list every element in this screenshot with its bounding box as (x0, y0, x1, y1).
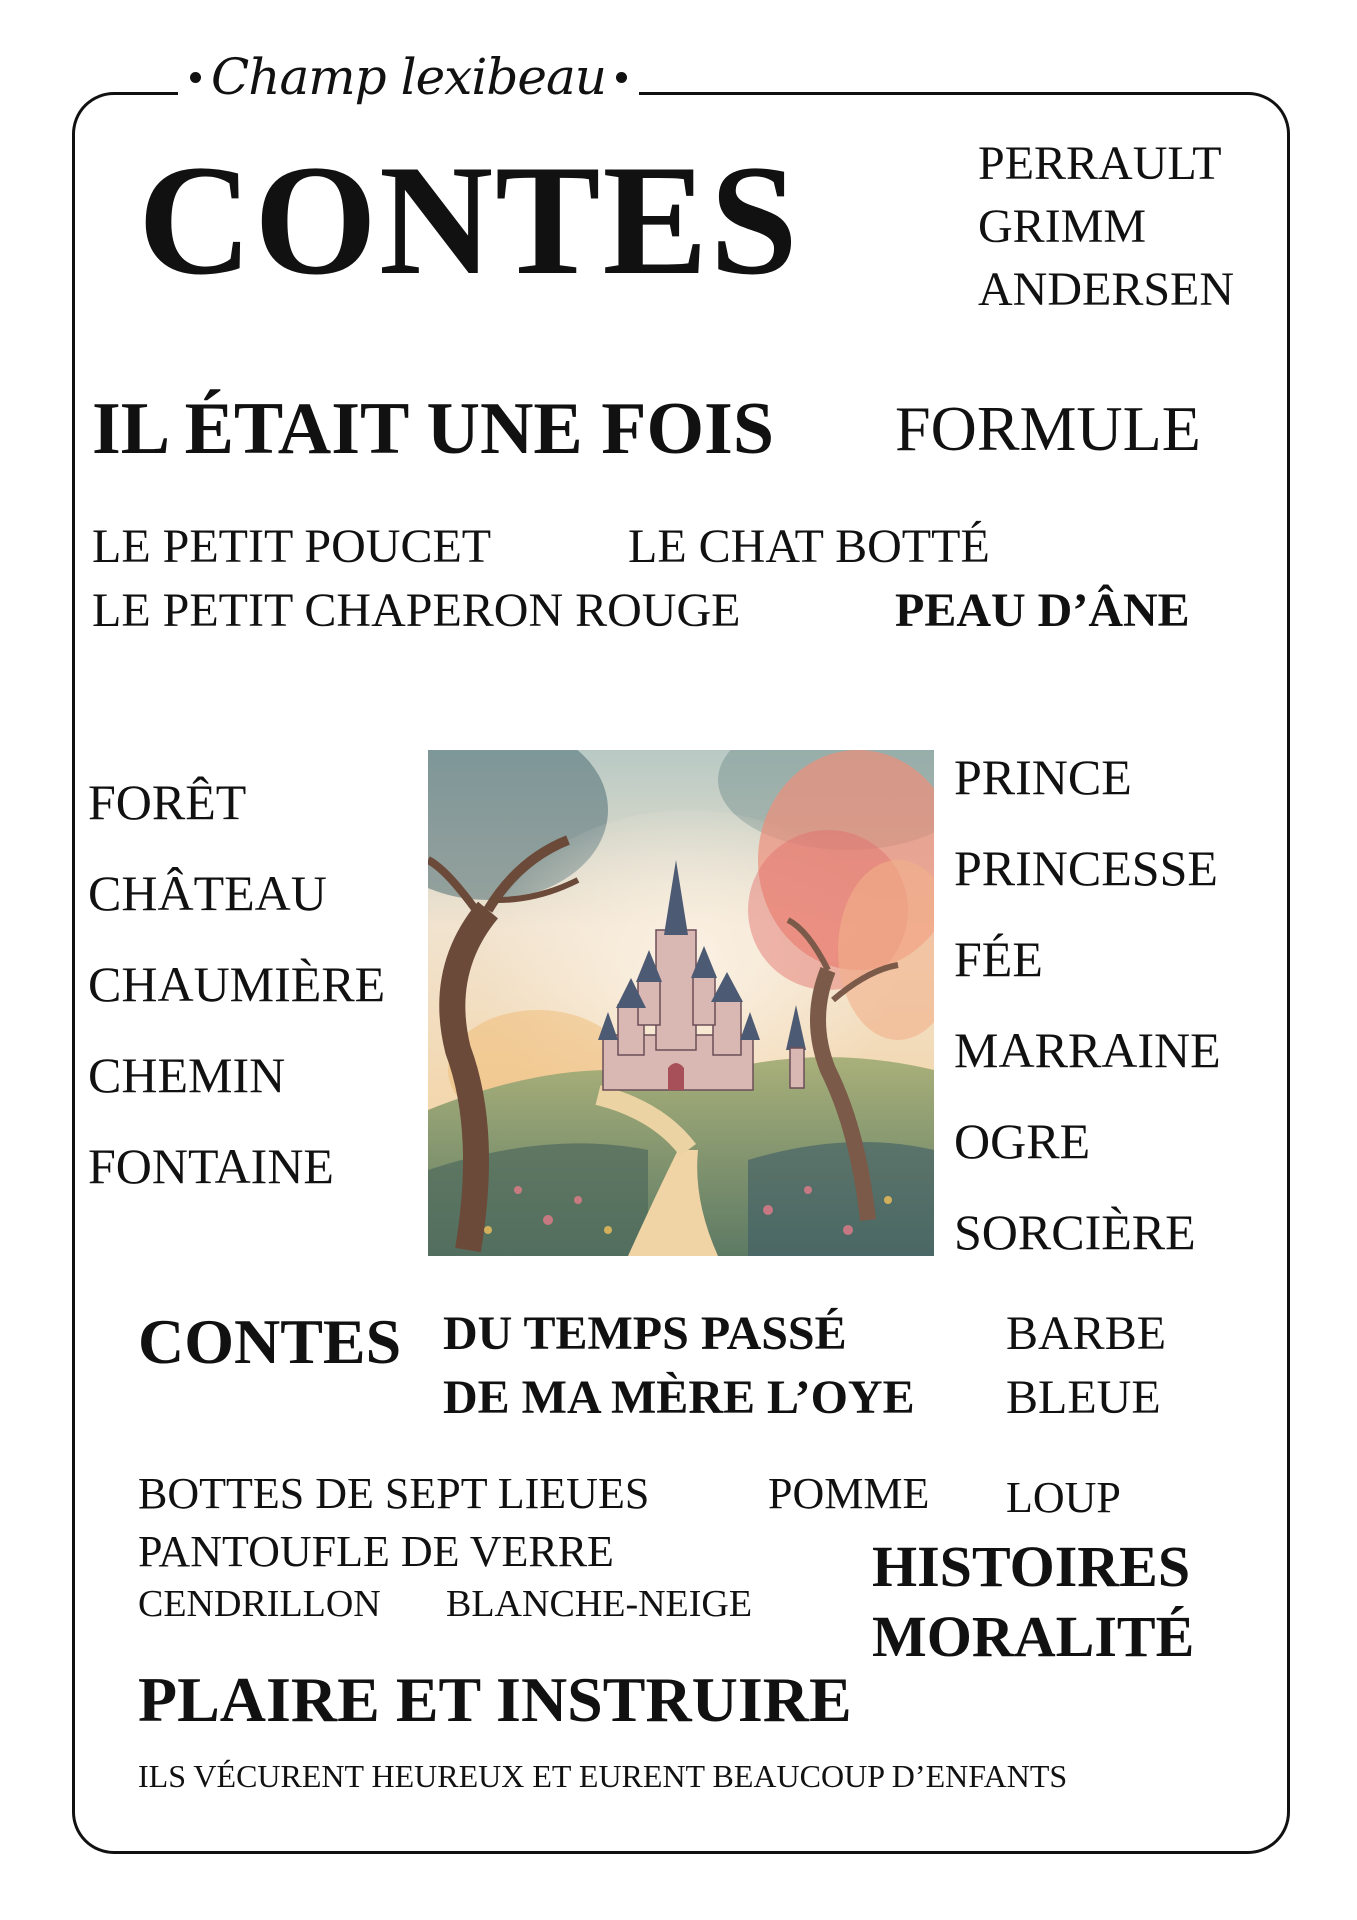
page-title: CONTES (138, 133, 800, 308)
object-blanche: BLANCHE-NEIGE (446, 1583, 753, 1625)
character-marraine: MARRAINE (954, 1022, 1221, 1078)
character-fee: FÉE (954, 931, 1043, 987)
place-chateau: CHÂTEAU (88, 865, 327, 921)
header-tag (178, 42, 639, 112)
character-prince: PRINCE (954, 749, 1132, 805)
author-andersen: ANDERSEN (978, 263, 1235, 316)
character-princesse: PRINCESSE (954, 840, 1218, 896)
place-fontaine: FONTAINE (88, 1138, 334, 1194)
motto: PLAIRE ET INSTRUIRE (138, 1664, 852, 1735)
castle-illustration (428, 750, 934, 1256)
place-chemin: CHEMIN (88, 1047, 286, 1103)
opening-label: FORMULE (895, 393, 1201, 464)
opening-phrase: IL ÉTAIT UNE FOIS (92, 388, 775, 470)
genre-histoires: HISTOIRES (872, 1534, 1191, 1599)
object-loup: LOUP (1006, 1473, 1121, 1522)
header-label: Champ lexibeau (211, 48, 606, 106)
collection-word: CONTES (138, 1306, 402, 1377)
object-pantoufle: PANTOUFLE DE VERRE (138, 1527, 614, 1576)
dot-left-icon (190, 72, 201, 83)
collection-line-1: DU TEMPS PASSÉ (443, 1307, 847, 1360)
object-bottes: BOTTES DE SEPT LIEUES (138, 1469, 650, 1518)
ending-line: ILS VÉCURENT HEUREUX ET EURENT BEAUCOUP D’ENFANTS (138, 1758, 1068, 1794)
author-grimm: GRIMM (978, 200, 1147, 253)
place-chaumiere: CHAUMIÈRE (88, 956, 386, 1012)
author-perrault: PERRAULT (978, 137, 1222, 190)
barbe-line-2: BLEUE (1006, 1371, 1161, 1424)
character-sorciere: SORCIÈRE (954, 1204, 1196, 1260)
character-ogre: OGRE (954, 1113, 1091, 1169)
story-chat: LE CHAT BOTTÉ (628, 520, 990, 573)
object-cendrillon: CENDRILLON (138, 1583, 381, 1625)
place-foret: FORÊT (88, 774, 247, 830)
story-peau: PEAU D’ÂNE (895, 584, 1190, 637)
collection-line-2: DE MA MÈRE L’OYE (443, 1371, 915, 1424)
story-chaperon: LE PETIT CHAPERON ROUGE (92, 584, 741, 637)
story-poucet: LE PETIT POUCET (92, 520, 492, 573)
dot-right-icon (616, 72, 627, 83)
genre-moralite: MORALITÉ (872, 1604, 1195, 1669)
barbe-line-1: BARBE (1006, 1307, 1167, 1360)
object-pomme: POMME (768, 1469, 930, 1518)
